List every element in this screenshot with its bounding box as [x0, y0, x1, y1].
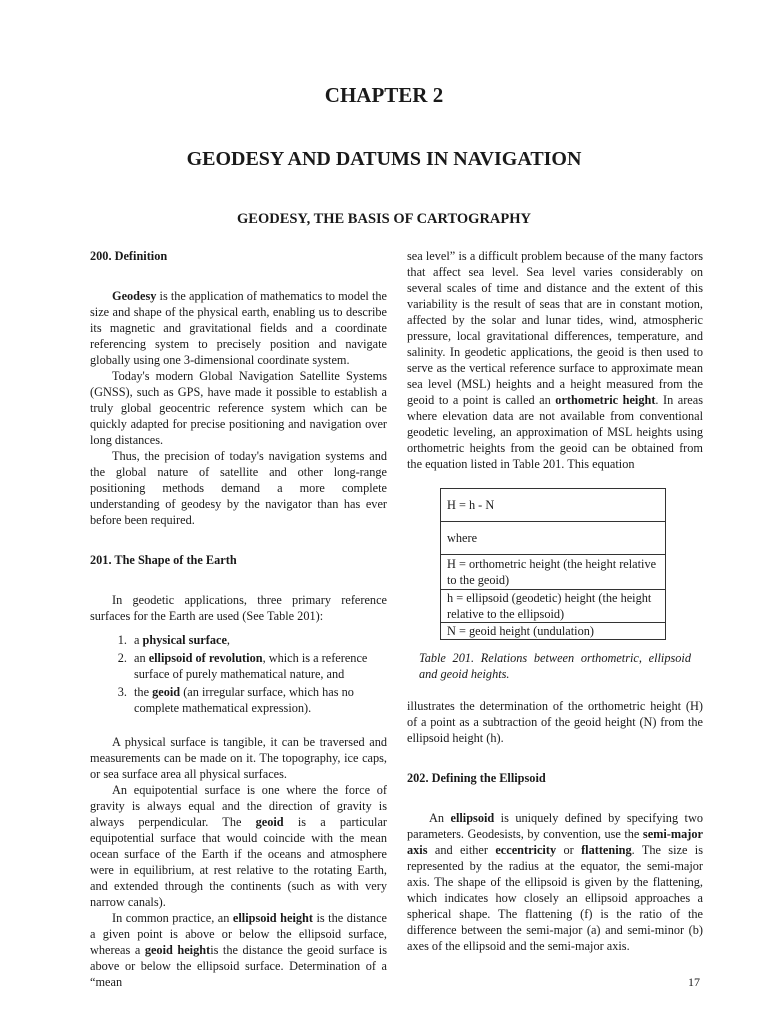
common-practice-paragraph: In common practice, an ellipsoid height is the distance a given point is above or below the ellipsoid surface, whereas a geoid heightis the distance the geoid surface is above or below the ellipsoid surface. Determination of a “mean: [90, 911, 387, 989]
chapter-label: CHAPTER 2: [324, 83, 444, 107]
left-column: [90, 248, 387, 990]
list-item: 1. a physical surface,: [130, 632, 387, 648]
table-row: H = h - N: [441, 489, 666, 522]
equipotential-paragraph: An equipotential surface is one where the force of gravity is always equal and the direction of gravity is always perpendicular. The geoid is a particular equipotential surface that would coincide with the mean ocean surface of the Earth if the oceans and atmosphere were in equilibrium, at rest relative to the rotating Earth, and extended through the continents (such as with very narrow canals).: [90, 783, 387, 909]
definition-heading: 200. Definition: [90, 249, 168, 263]
term-geodesy: Geodesy: [112, 289, 157, 303]
common-practice-continued: is the distance the geoid surface is above or below the ellipsoid surface. Determination of a “mean: [90, 943, 387, 989]
right-column: [407, 248, 703, 954]
table-201: [440, 488, 666, 640]
definition-paragraph-1: Geodesy is the application of mathematics to model the size and shape of the physical earth, enabling us to describe its magnetic and gravitational fields and a coordinate referencing system to precisely position and navigate globally using one 3-dimensional coordinate system.: [90, 289, 387, 367]
physical-surface-paragraph: A physical surface is tangible, it can be traversed and measurements can be made on it. The topography, ice caps, or sea surface area all physical surfaces.: [90, 735, 387, 781]
shape-intro: In geodetic applications, three primary reference surfaces for the Earth are used (See Table 201):: [90, 593, 387, 623]
list-item: 2. an ellipsoid of revolution, which is a reference surface of purely mathematical nature, and: [130, 650, 387, 682]
page-number: 17: [688, 975, 700, 989]
table-201-caption: Table 201. Relations between orthometric, ellipsoid and geoid heights.: [419, 651, 691, 681]
ellipsoid-paragraph: An ellipsoid is uniquely defined by specifying two parameters. Geodesists, by convention, use the semi-major axis and either eccentricity or flattening. The size is represented by the radius at the equator, the semi-major axis. The shape of the ellipsoid is given by the flattening, which indicates how closely an ellipsoid approaches a spherical shape. The flattening (f) is the ratio of the difference between the semi-major (a) and semi-minor (b) axes of the ellipsoid and the semi-major axis.: [407, 811, 703, 953]
chapter-title: GEODESY AND DATUMS IN NAVIGATION: [186, 148, 582, 170]
orthometric-paragraph: illustrates the determination of the orthometric height (H) of a point as a subtraction of the geoid height (N) from the ellipsoid height (h).: [407, 699, 703, 745]
shape-heading: 201. The Shape of the Earth: [90, 553, 237, 567]
table-row: where: [441, 522, 666, 555]
table-row: H = orthometric height (the height relative to the geoid): [441, 555, 666, 590]
list-item: 3. the geoid (an irregular surface, which has no complete mathematical expression).: [130, 684, 387, 716]
reference-surfaces-list: [90, 632, 387, 716]
definition-paragraph-3: Thus, the precision of today's navigation systems and the global nature of satellite and other long-range positioning methods demand a more complete understanding of geodesy by the navigator than has ever before been required.: [90, 449, 387, 527]
ellipsoid-heading: 202. Defining the Ellipsoid: [407, 771, 546, 785]
definition-paragraph-2: Today's modern Global Navigation Satellite Systems (GNSS), such as GPS, have made it possible to establish a truly global geocentric reference system which can be quickly adapted for precise positioning and navigation over long distances.: [90, 369, 387, 447]
table-row: h = ellipsoid (geodetic) height (the height relative to the ellipsoid): [441, 590, 666, 623]
table-row: N = geoid height (undulation): [441, 623, 666, 640]
mean-sea-level-paragraph: sea level” is a difficult problem because of the many factors that affect sea level. Sea level varies considerably on several scales of time and distance and the extent of this variability is the result of seas that are in constant motion, affected by the solar and lunar tides, wind, atmospheric pressure, local gravitational differences, temperature, and salinity. In geodetic applications, the geoid is then used to serve as the vertical reference surface to approximate mean sea level (MSL) heights and a height measured from the geoid to a point is called an orthometric height. In areas where elevation data are not available from conventional geodetic leveling, an approximation of MSL heights using orthometric heights from the geoid can be obtained from the equation listed in Table 201. This equation: [407, 249, 703, 471]
section-title: GEODESY, THE BASIS OF CARTOGRAPHY: [237, 211, 531, 227]
